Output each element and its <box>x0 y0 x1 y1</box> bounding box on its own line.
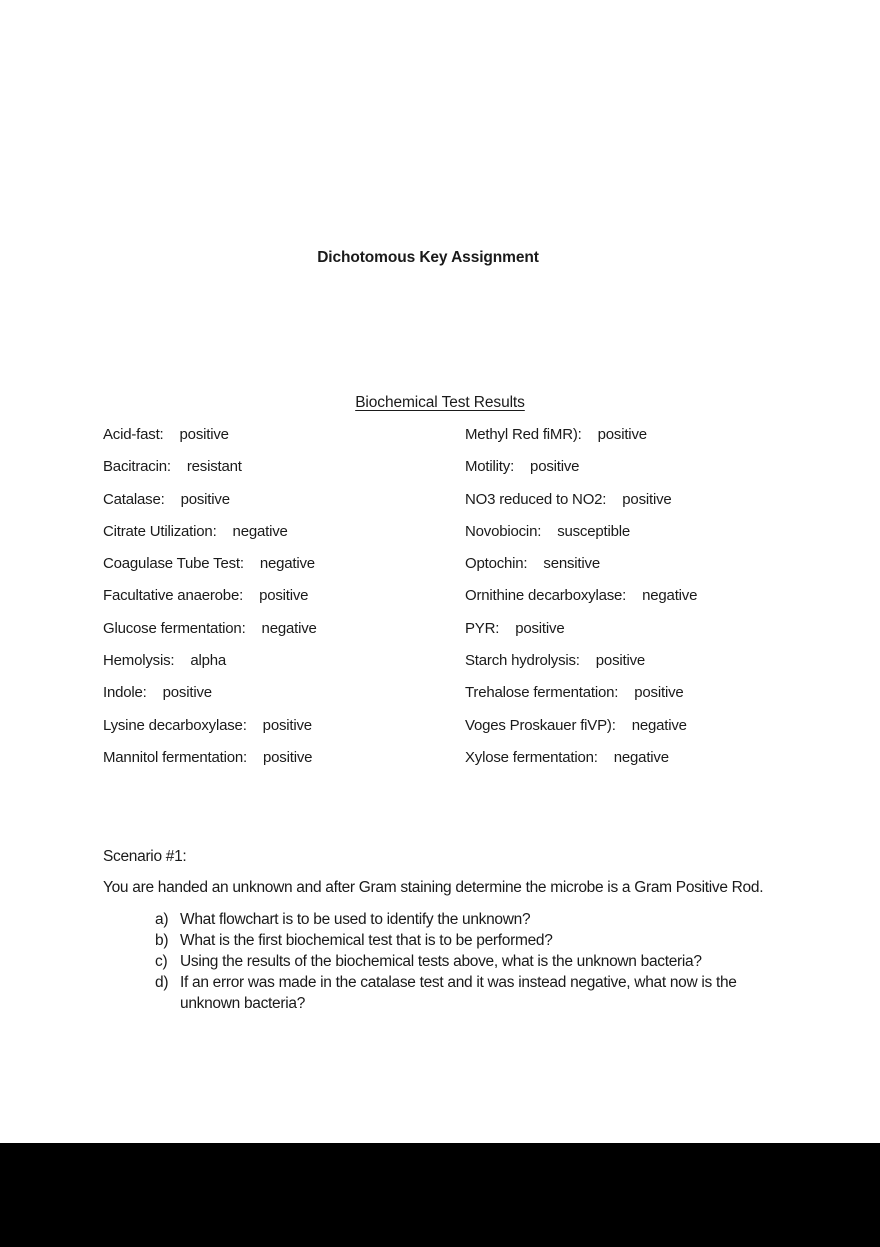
test-label: Xylose fermentation: <box>465 748 598 766</box>
test-label: Novobiocin: <box>465 522 542 540</box>
test-row <box>103 419 317 451</box>
section-heading: Biochemical Test Results <box>355 394 525 411</box>
question-text: What flowchart is to be used to identify the unknown? <box>180 911 531 928</box>
question-item <box>155 952 742 973</box>
test-label: Methyl Red fiMR): <box>465 426 582 443</box>
test-value: positive <box>530 458 580 476</box>
test-label: Acid-fast: <box>103 426 164 443</box>
test-label: Motility: <box>465 458 515 476</box>
test-value: negative <box>259 555 315 573</box>
test-value: positive <box>622 490 672 508</box>
test-row <box>103 710 317 742</box>
question-text: What is the first biochemical test that is to be performed? <box>180 931 553 949</box>
test-label: Optochin: <box>465 555 528 573</box>
test-results-right-column <box>465 419 697 774</box>
test-row <box>465 613 697 645</box>
test-label: PYR: <box>465 619 500 637</box>
test-row <box>103 548 317 580</box>
test-label: Lysine decarboxylase: <box>103 716 247 734</box>
test-label: Mannitol fermentation: <box>103 748 248 766</box>
question-marker: a) <box>155 911 169 928</box>
footer-black-band <box>0 1143 880 1247</box>
test-value: susceptible <box>557 522 631 540</box>
test-row <box>465 742 697 774</box>
test-value: sensitive <box>543 555 600 573</box>
test-value: positive <box>263 748 313 766</box>
question-marker: d) <box>155 973 169 991</box>
test-value: positive <box>180 490 230 508</box>
test-label: Catalase: <box>103 490 165 508</box>
page-title: Dichotomous Key Assignment <box>317 249 539 266</box>
test-value: resistant <box>186 458 242 476</box>
test-value: positive <box>162 684 212 702</box>
test-label: Starch hydrolysis: <box>465 652 580 670</box>
test-row <box>465 677 697 709</box>
test-row <box>103 451 317 483</box>
question-marker: b) <box>155 931 169 949</box>
question-item <box>155 973 742 1015</box>
test-label: NO3 reduced to NO2: <box>465 490 607 508</box>
test-label: Bacitracin: <box>103 458 171 476</box>
question-marker: c) <box>155 952 168 970</box>
test-label: Voges Proskauer fiVP): <box>465 716 616 734</box>
test-value: positive <box>259 587 309 605</box>
test-row <box>465 710 697 742</box>
test-value: positive <box>515 619 565 637</box>
test-value: positive <box>597 426 647 443</box>
test-row <box>103 580 317 612</box>
test-row <box>103 516 317 548</box>
question-text: If an error was made in the catalase test and it was instead negative, what now is the unknown bacteria? <box>180 973 737 1012</box>
test-row <box>103 613 317 645</box>
test-value: positive <box>595 652 646 670</box>
test-label: Coagulase Tube Test: <box>103 555 244 573</box>
test-label: Indole: <box>103 684 147 702</box>
test-label: Facultative anaerobe: <box>103 587 244 605</box>
question-item <box>155 931 742 952</box>
test-row <box>103 677 317 709</box>
test-label: Trehalose fermentation: <box>465 684 619 702</box>
test-value: negative <box>642 587 698 605</box>
test-row <box>465 451 697 483</box>
test-value: alpha <box>190 652 227 670</box>
scenario-question-list <box>155 910 742 1015</box>
test-label: Ornithine decarboxylase: <box>465 587 627 605</box>
test-results-left-column <box>103 419 317 774</box>
test-row <box>465 548 697 580</box>
scenario-heading: Scenario #1: <box>103 848 187 865</box>
test-row <box>465 645 697 677</box>
test-row <box>103 645 317 677</box>
test-row <box>465 580 697 612</box>
test-value: positive <box>634 684 684 702</box>
test-label: Hemolysis: <box>103 652 175 670</box>
scenario-intro: You are handed an unknown and after Gram staining determine the microbe is a Gram Positive Rod. <box>103 879 764 896</box>
test-value: negative <box>261 619 317 637</box>
test-value: positive <box>262 716 312 734</box>
question-item <box>155 910 742 931</box>
test-row <box>103 484 317 516</box>
test-value: negative <box>631 716 687 734</box>
test-row <box>103 742 317 774</box>
question-text: Using the results of the biochemical tests above, what is the unknown bacteria? <box>180 952 702 970</box>
test-label: Glucose fermentation: <box>103 619 246 637</box>
test-value: positive <box>179 426 229 443</box>
test-value: negative <box>613 748 669 766</box>
test-row <box>465 419 697 451</box>
test-row <box>465 516 697 548</box>
test-value: negative <box>232 522 288 540</box>
test-row <box>465 484 697 516</box>
test-label: Citrate Utilization: <box>103 522 217 540</box>
